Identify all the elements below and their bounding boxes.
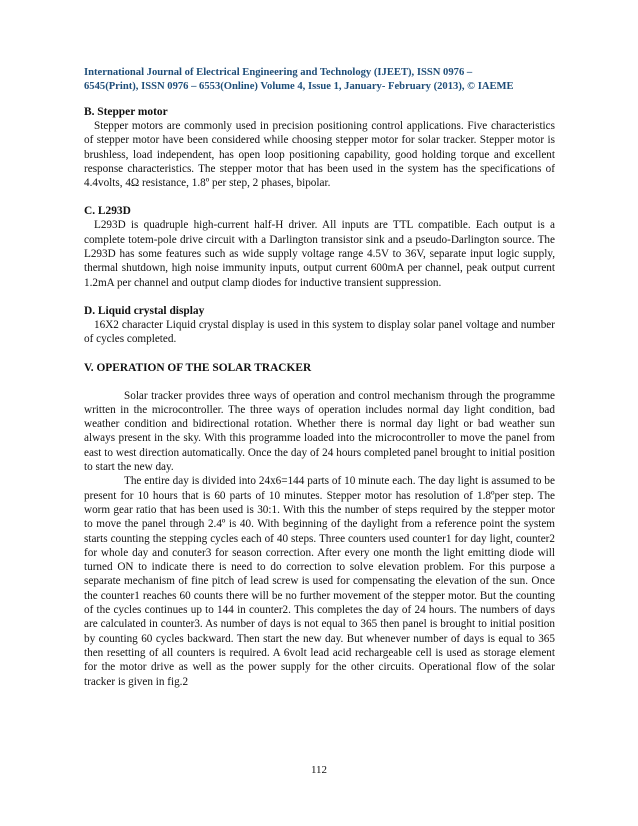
journal-header-line2: 6545(Print), ISSN 0976 – 6553(Online) Volume 4, Issue 1, January- February (2013), © IAEME: [84, 81, 514, 92]
paragraph: The entire day is divided into 24x6=144 parts of 10 minute each. The day light is assumed to be present for 10 hours that is 60 parts of 10 minutes. Stepper motor has resolution of 1.8ºper step. The worm gear ratio that has been used is 30:1. With this the number of steps required by the stepper motor to move the panel through 2.4º is 40. With beginning of the daylight from a reference point the system starts counting the stepping cycles each of 40 steps. Three counters used counter1 for day light, counter2 for whole day and conuter3 for season correction. After every one month the light emitting diode will turned ON to indicate there is need to do correction to solve elevation problem. For this purpose a separate mechanism of fine pitch of lead screw is used for compensating the elevation of the sun. Once the counter1 reaches 60 counts there will be no further movement of the stepper motor. But the counting of the cycles continues up to 144 in counter2. This completes the day of 24 hours. The numbers of days are calculated in counter3. As number of days is not equal to 365 then panel is brought to initial position by counting 60 cycles backward. Then start the new day. But whenever number of days is equal to 365 then resetting of all counters is required. A 6volt lead acid rechargeable cell is used as storage element for the motor drive as well as the power supply for the other circuits. Operational flow of the solar tracker is given in fig.2: [84, 475, 555, 688]
section-lcd: [84, 304, 555, 347]
section-heading: V. OPERATION OF THE SOLAR TRACKER: [84, 361, 312, 374]
section-body: Stepper motors are commonly used in precision positioning control applications. Five characteristics of stepper motor have been considered while choosing stepper motor for solar tracker. Stepper motor is brushless, load independent, has open loop positioning capability, good holding torque and excellent response characteristics. The stepper motor that has been used in the system has the specifications of 4.4volts, 4Ω resistance, 1.8º per step, 2 phases, bipolar.: [84, 120, 555, 190]
page-number: 112: [310, 764, 328, 776]
journal-header: [84, 66, 555, 94]
section-body: 16X2 character Liquid crystal display is used in this system to display solar panel voltage and number of cycles completed.: [84, 318, 555, 346]
section-body: L293D is quadruple high-current half-H driver. All inputs are TTL compatible. Each output is a complete totem-pole drive circuit with a Darlington transistor sink and a pseudo-Darlington source. The L293D has some features such as wide supply voltage range 4.5V to 36V, separate input logic supply, thermal shutdown, high noise immunity inputs, output current 600mA per channel, peak output current 1.2mA per channel and output clamp diodes for inductive transient suppression.: [84, 219, 555, 289]
journal-header-line1: International Journal of Electrical Engineering and Technology (IJEET), ISSN 0976 –: [84, 67, 473, 78]
section-title: B. Stepper motor: [84, 106, 168, 118]
section-l293d: [84, 204, 555, 289]
paragraph: Solar tracker provides three ways of operation and control mechanism through the programme written in the microcontroller. The three ways of operation includes normal day light condition, bad weather condition and bidirectional rotation. Whether there is normal day light or bad weather sun always present in the sky. With this programme loaded into the microcontroller to move the panel from east to west direction automatically. Once the day of 24 hours completed panel brought to initial position to start the new day.: [84, 389, 555, 474]
section-title: C. L293D: [84, 205, 131, 218]
section-stepper-motor: [84, 105, 555, 190]
paper-page: [84, 66, 555, 689]
section-title: D. Liquid crystal display: [84, 304, 205, 317]
section-operation: [84, 361, 555, 689]
